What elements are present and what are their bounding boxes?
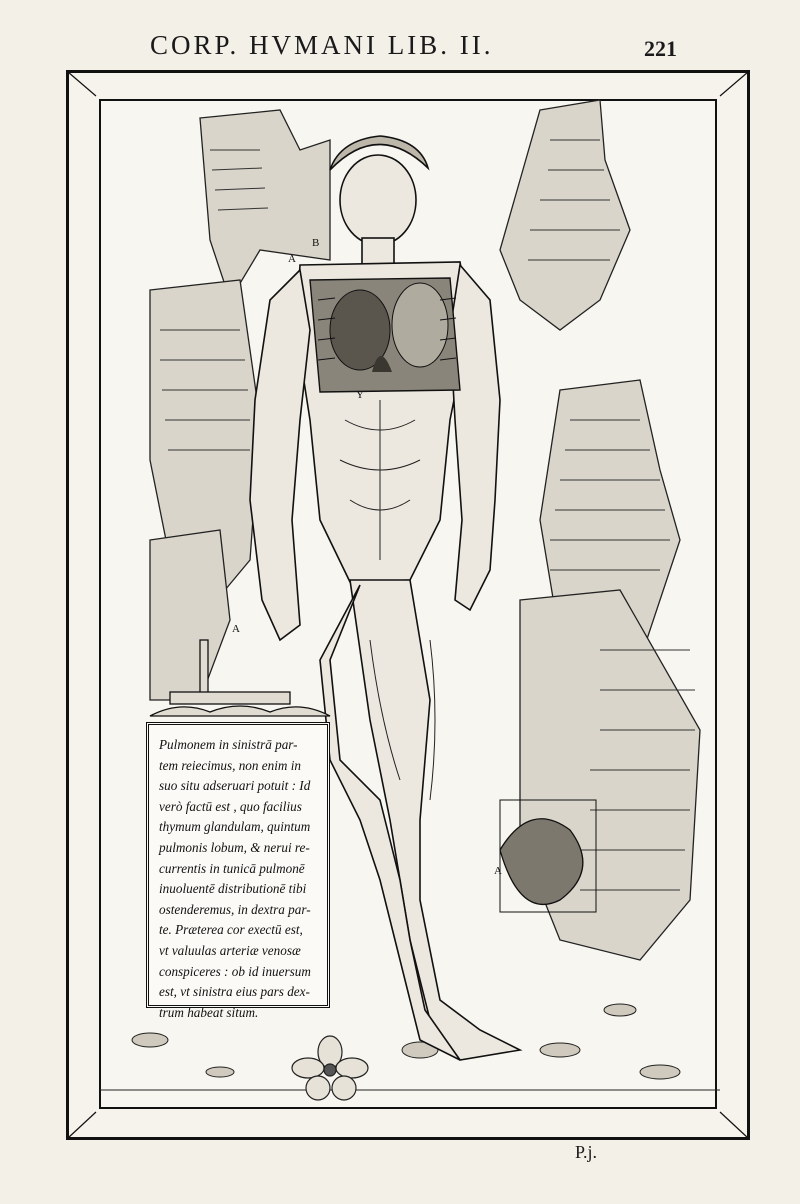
caption-line: pulmonis lobum, & nerui re-	[159, 839, 310, 855]
page-number: 221	[644, 36, 677, 61]
signature-mark: P.j.	[575, 1142, 598, 1162]
caption-line: suo situ adseruari potuit : Id	[159, 778, 311, 794]
caption-line: conspiceres : ob id inuersum	[159, 963, 311, 979]
caption-line: Pulmonem in sinistrā par-	[159, 737, 298, 752]
callout-letter-a-heart: A	[494, 865, 502, 877]
caption-line: te. Præterea cor exectū est,	[159, 922, 303, 938]
caption-line: est, vt sinistra eius pars dex-	[159, 984, 310, 1000]
caption-line: inuoluentē distributionē tibi	[159, 881, 307, 897]
running-head-title: CORP. HVMANI LIB. II.	[150, 30, 494, 60]
caption-line: verò factū est , quo facilius	[159, 798, 302, 814]
callout-letter-y-thorax: Y	[356, 389, 364, 401]
callout-letter-b-neck: B	[312, 237, 320, 249]
caption-line: currentis in tunicā pulmonē	[159, 860, 305, 876]
caption-line: vt valuulas arteriæ venosæ	[159, 942, 301, 958]
caption-line: trum habeat situm.	[159, 1004, 259, 1020]
callout-letter-a-neck: A	[288, 253, 296, 265]
caption-line: thymum glandulam, quintum	[159, 819, 311, 835]
callout-letter-a-stand: A	[232, 623, 240, 635]
opened-thorax	[310, 278, 460, 392]
caption-line: tem reiecimus, non enim in	[159, 757, 301, 773]
caption-line: ostenderemus, in dextra par-	[159, 901, 311, 917]
figure-caption-plaque	[146, 722, 330, 1020]
